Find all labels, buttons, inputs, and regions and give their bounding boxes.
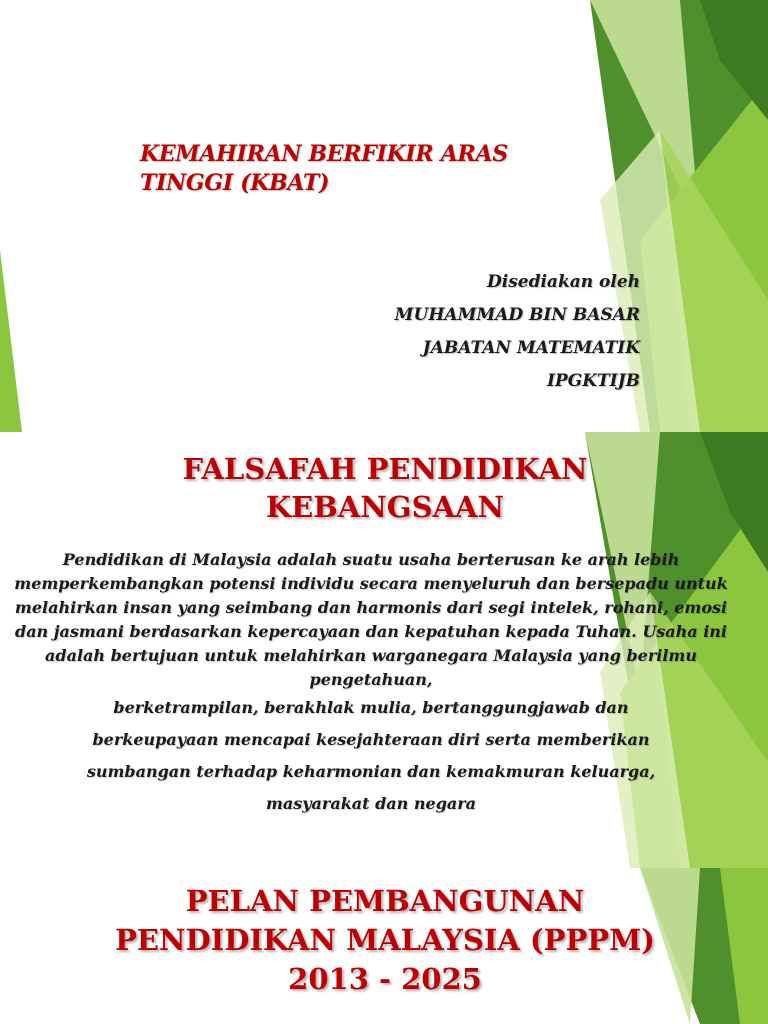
falsafah-line-4: masyarakat dan negara — [265, 794, 477, 813]
falsafah-line-2: berkeupayaan mencapai kesejahteraan diri serta memberikan — [92, 730, 650, 749]
credit-institution: IPGKTIJB — [546, 371, 640, 391]
slide2-title-line2: KEBANGSAAN — [265, 490, 505, 524]
slide3-title-line2: PENDIDIKAN MALAYSIA (PPPM) — [115, 923, 655, 957]
credit-author: MUHAMMAD BIN BASAR — [394, 305, 640, 325]
slide1-green-decoration — [0, 0, 768, 432]
slide2-title-line1: FALSAFAH PENDIDIKAN — [182, 452, 588, 486]
slide-falsafah — [0, 432, 768, 868]
credit-prepared-by: Disediakan oleh — [487, 272, 640, 292]
slide1-credit — [395, 266, 640, 398]
slide2-title — [120, 450, 650, 526]
falsafah-line-3: sumbangan terhadap keharmonian dan kemakmuran keluarga, — [86, 762, 656, 781]
slide1-title: KEMAHIRAN BERFIKIR ARAS TINGGI (KBAT) — [140, 141, 508, 196]
credit-department: JABATAN MATEMATIK — [422, 338, 640, 358]
falsafah-paragraph: Pendidikan di Malaysia adalah suatu usaha berterusan ke arah lebih memperkembangkan potensi individu secara menyeluruh dan bersepadu untuk melahirkan insan yang seimbang dan harmonis dari segi intelek, rohani, emosi dan jasmani berdasarkan kepercayaan dan kepatuhan kepada Tuhan. Usaha ini adalah bertujuan untuk melahirkan warganegara Malaysia yang berilmu pengetahuan, — [14, 550, 728, 689]
falsafah-line-1: berketrampilan, berakhlak mulia, bertanggungjawab dan — [113, 698, 629, 717]
slide3-title — [60, 882, 710, 999]
slide-title — [0, 0, 768, 432]
slide3-title-line3: 2013 - 2025 — [288, 962, 482, 996]
slide-pppm — [0, 868, 768, 1024]
slide2-body — [14, 548, 728, 820]
slide3-title-line1: PELAN PEMBANGUNAN — [185, 884, 585, 918]
